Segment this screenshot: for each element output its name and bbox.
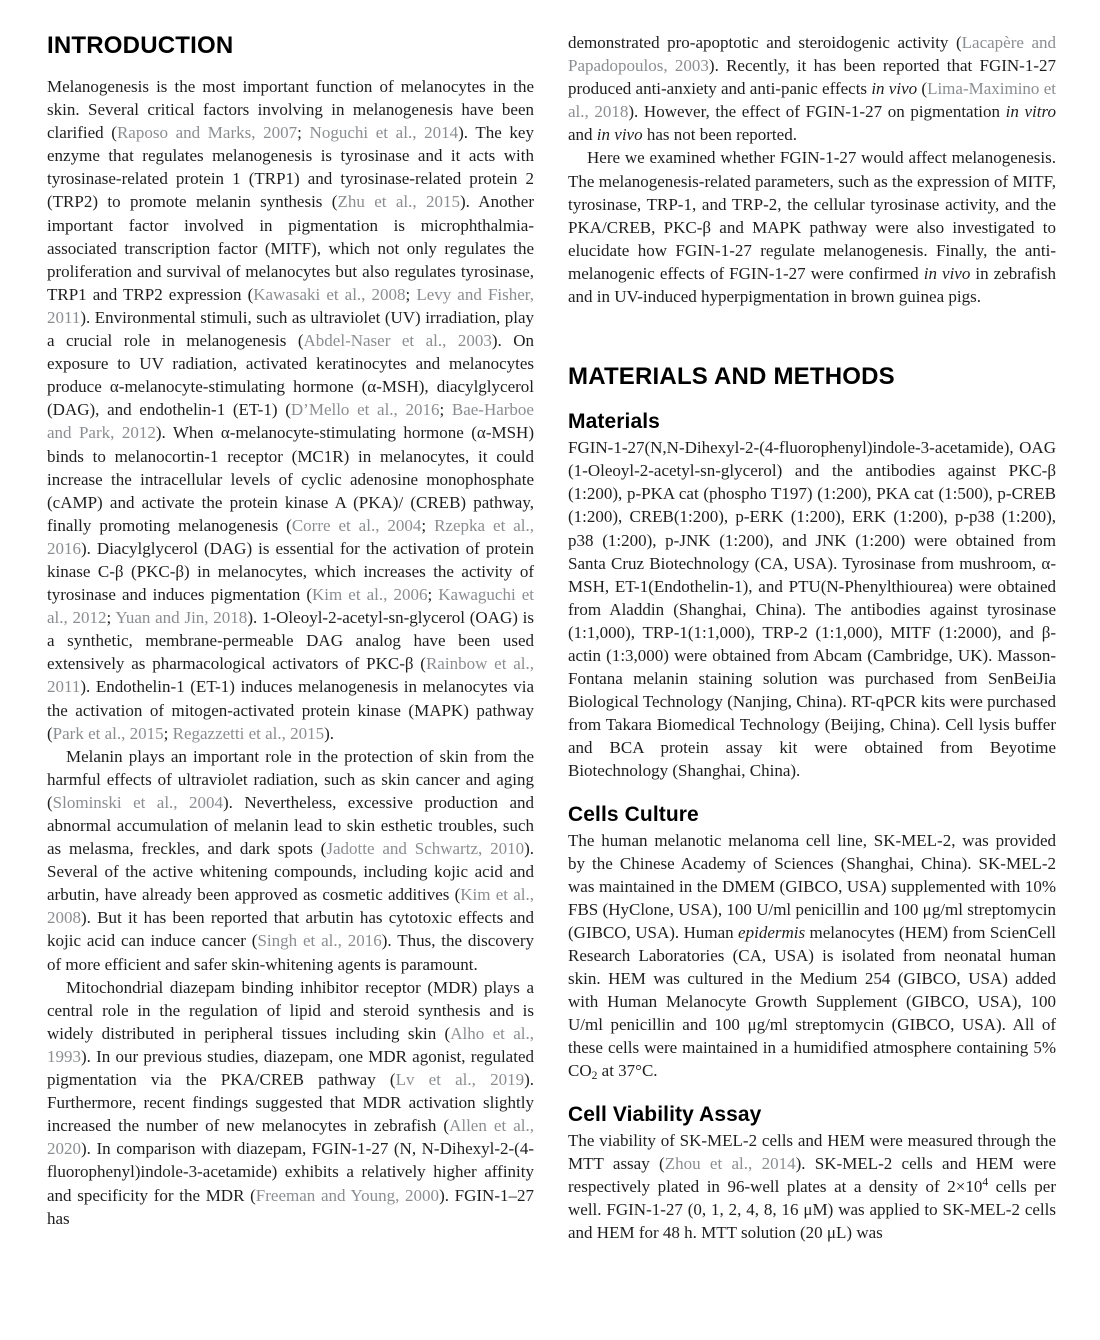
text-run: ( <box>917 79 928 99</box>
citation-link[interactable]: Rzepka et al., 2016 <box>47 515 535 558</box>
citation-link[interactable]: Regazzetti et al., 2015 <box>172 723 325 743</box>
citation-link[interactable]: Noguchi et al., 2014 <box>309 123 459 143</box>
italic-text: in vivo <box>923 263 971 283</box>
citation-link[interactable]: Levy and Fisher, 2011 <box>47 284 534 327</box>
text-run: ). But it has been reported that arbutin has cytotoxic effects and kojic acid can induce cancer ( <box>47 908 534 951</box>
text-run: has not been reported. <box>642 125 797 145</box>
superscript-text: 4 <box>982 1175 989 1189</box>
paragraph <box>568 31 1056 146</box>
citation-link[interactable]: Lv et al., 2019 <box>395 1070 525 1090</box>
text-run: at 37°C. <box>597 1061 658 1081</box>
text-run: Melanogenesis is the most important function of melanocytes in the skin. Several critical factors involving in melanogenesis have been clarified ( <box>47 77 534 143</box>
citation-link[interactable]: Yuan and Jin, 2018 <box>115 608 248 628</box>
text-run: cells per well. FGIN-1-27 (0, 1, 2, 4, 8, 16 μM) was applied to SK-MEL-2 cells and HEM for 48 h. MTT solution (20 μL) was <box>568 1176 1057 1242</box>
text-run: ; <box>297 123 310 143</box>
text-run: Here we examined whether FGIN-1-27 would affect melanogenesis. The melanogenesis-related parameters, such as the expression of MITF, tyrosinase, TRP-1, and TRP-2, the cellular tyrosinase activity, and the PKA/CREB, PKC-β and MAPK pathway were also investigated to elucidate how FGIN-1-27 regulate melanogenesis. Finally, the anti-melanogenic effects of FGIN-1-27 were confirmed <box>568 148 1056 283</box>
left-column <box>47 31 534 1340</box>
italic-text: in vitro <box>1005 102 1056 122</box>
text-run: ). Thus, the discovery of more efficient and safer skin-whitening agents is paramount. <box>47 931 534 974</box>
text-run: Mitochondrial diazepam binding inhibitor receptor (MDR) plays a central role in the regulation of lipid and steroid synthesis and is widely distributed in peripheral tissues including skin ( <box>47 977 534 1043</box>
right-column <box>568 31 1056 1340</box>
paragraph <box>568 436 1056 782</box>
italic-text: in vivo <box>871 79 918 99</box>
subsection-heading: Cells Culture <box>568 802 699 826</box>
subsection-heading: Cell Viability Assay <box>568 1102 762 1126</box>
text-run: ). Environmental stimuli, such as ultraviolet (UV) irradiation, play a crucial role in melanogenesis ( <box>47 307 534 351</box>
text-run: ). 1-Oleoyl-2-acetyl-sn-glycerol (OAG) is a synthetic, membrane-permeable DAG analog have been used extensively as pharmacological activators of PKC-β ( <box>47 608 535 674</box>
text-run: ). Endothelin-1 (ET-1) induces melanogenesis in melanocytes via the activation of mitogen-activated protein kinase (MAPK) pathway ( <box>47 677 534 743</box>
text-run: ). SK-MEL-2 cells and HEM were respectively plated in 96-well plates at a density of 2×10 <box>568 1153 1057 1196</box>
citation-link[interactable]: Park et al., 2015 <box>52 723 164 743</box>
text-run: ). Another important factor involved in pigmentation is microphthalmia-associated transcription factor (MITF), which not only regulates the proliferation and survival of melanocytes but also regulates tyrosinase, TRP1 and TRP2 expression ( <box>47 192 535 304</box>
text-run: ). Furthermore, recent findings suggested that MDR activation slightly increased the number of new melanocytes in zebrafish ( <box>47 1070 534 1136</box>
citation-link[interactable]: Lima-Maximino et al., 2018 <box>568 79 1056 122</box>
citation-link[interactable]: Kim et al., 2006 <box>312 585 428 605</box>
text-run: ). The key enzyme that regulates melanogenesis is tyrosinase and it acts with tyrosinase-related protein 1 (TRP1) and tyrosinase-related protein 2 (TRP2) to promote melanin synthesis ( <box>47 123 534 212</box>
citation-link[interactable]: Lacapère and Papadopoulos, 2003 <box>568 33 1056 76</box>
text-run: ; <box>163 723 173 743</box>
citation-link[interactable]: Kawasaki et al., 2008 <box>253 284 406 304</box>
citation-link[interactable]: Kawaguchi et al., 2012 <box>47 585 534 628</box>
citation-link[interactable]: Bae-Harboe and Park, 2012 <box>47 400 534 443</box>
text-run: ). Nevertheless, excessive production and abnormal accumulation of melanin lead to skin esthetic troubles, such as melasma, freckles, and dark spots ( <box>47 792 535 859</box>
citation-link[interactable]: Kim et al., 2008 <box>47 885 534 928</box>
paragraph <box>47 976 534 1230</box>
paragraph <box>568 146 1056 308</box>
italic-text: in vivo <box>596 125 643 145</box>
text-run: in zebrafish and in UV-induced hyperpigmentation in brown guinea pigs. <box>568 263 1056 307</box>
text-run: The human melanotic melanoma cell line, SK-MEL-2, was provided by the Chinese Academy of Sciences (Shanghai, China). SK-MEL-2 was maintained in the DMEM (GIBCO, USA) supplemented with 10% FBS (HyClone, USA), 100 U/ml penicillin and 100 μg/ml streptomycin (GIBCO, USA). Human <box>568 830 1056 942</box>
citation-link[interactable]: Zhu et al., 2015 <box>337 192 460 212</box>
citation-link[interactable]: Zhou et al., 2014 <box>664 1153 796 1173</box>
subsection-heading: Materials <box>568 410 660 434</box>
citation-link[interactable]: Corre et al., 2004 <box>291 515 422 535</box>
section-heading: INTRODUCTION <box>47 32 234 59</box>
italic-text: epidermis <box>738 922 806 942</box>
text-run: ). When α-melanocyte-stimulating hormone (α-MSH) binds to melanocortin-1 receptor (MC1R) in melanocytes, it could increase the intracellular levels of cyclic adenosine monophosphate (cAMP) and activate the protein kinase A (PKA)/ (CREB) pathway, finally promoting melanogenesis ( <box>47 423 534 535</box>
text-run: FGIN-1-27(N,N-Dihexyl-2-(4-fluorophenyl)indole-3-acetamide), OAG (1-Oleoyl-2-acetyl-sn-glycerol) and the antibodies against PKC-β (1:200), p-PKA cat (phospho T197) (1:200), PKA cat (1:500), p-CREB (1:200), CREB(1:200), p-ERK (1:200), ERK (1:200), p-p38 (1:200), p38 (1:200), p-JNK (1:200), and JNK (1:200) were obtained from Santa Cruz Biotechnology (CA, USA). Tyrosinase from mushroom, α-MSH, ET-1(Endothelin-1), and PTU(N-Phenylthiourea) were obtained from Aladdin (Shanghai, China). The antibodies against tyrosinase (1:1,000), TRP-1(1:1,000), TRP-2 (1:1,000), MITF (1:2000), and β-actin (1:3,000) were obtained from Abcam (Cambridge, UK). Masson-Fontana melanin staining solution was purchased from SenBeiJia Biological Technology (Nanjing, China). RT-qPCR kits were purchased from Takara Biomedical Technology (Beijing, China). Cell lysis buffer and BCA protein assay kit were obtained from Beyotime Biotechnology (Shanghai, China). <box>568 438 1056 781</box>
text-run: ; <box>405 284 417 304</box>
citation-link[interactable]: Rainbow et al., 2011 <box>47 654 534 697</box>
text-run: ). Diacylglycerol (DAG) is essential for the activation of protein kinase C-β (PKC-β) in melanocytes, which increases the activity of tyrosinase and induces pigmentation ( <box>47 538 534 605</box>
text-run: The viability of SK-MEL-2 cells and HEM were measured through the MTT assay ( <box>568 1130 1056 1173</box>
text-run: ). Recently, it has been reported that FGIN-1-27 produced anti-anxiety and anti-panic effects <box>568 56 1057 99</box>
paragraph <box>568 829 1056 1083</box>
text-run: ). FGIN-1–27 has <box>47 1185 534 1228</box>
paragraph <box>568 1129 1056 1244</box>
text-run: ). Several of the active whitening compounds, including kojic acid and arbutin, have already been approved as cosmetic additives ( <box>47 839 535 905</box>
text-run: ). In comparison with diazepam, FGIN-1-27 (N, N-Dihexyl-2-(4-fluorophenyl)indole-3-acetamide) exhibits a relatively higher affinity and specificity for the MDR ( <box>47 1139 534 1205</box>
citation-link[interactable]: Slominski et al., 2004 <box>52 792 223 812</box>
text-run: ; <box>421 515 435 535</box>
subscript-text: 2 <box>591 1069 598 1083</box>
citation-link[interactable]: Allen et al., 2020 <box>47 1116 535 1159</box>
text-run: and <box>568 125 597 145</box>
paragraph <box>47 75 534 745</box>
citation-link[interactable]: Singh et al., 2016 <box>257 931 382 951</box>
text-run: melanocytes (HEM) from ScienCell Research Laboratories (CA, USA) is isolated from neonatal human skin. HEM was cultured in the Medium 254 (GIBCO, USA) added with Human Melanocyte Growth Supplement (GIBCO, USA), 100 U/ml penicillin and 100 μg/ml streptomycin (GIBCO, USA). All of these cells were maintained in a humidified atmosphere containing 5% CO <box>568 922 1056 1081</box>
citation-link[interactable]: Alho et al., 1993 <box>47 1023 534 1066</box>
text-run: ). <box>324 723 335 743</box>
text-run: demonstrated pro-apoptotic and steroidogenic activity ( <box>568 33 962 52</box>
text-run: ). In our previous studies, diazepam, one MDR agonist, regulated pigmentation via the PKA/CREB pathway ( <box>47 1046 534 1090</box>
text-run: ; <box>439 400 452 420</box>
citation-link[interactable]: Raposo and Marks, 2007 <box>116 123 298 143</box>
citation-link[interactable]: Abdel-Naser et al., 2003 <box>303 331 492 351</box>
section-heading: MATERIALS AND METHODS <box>568 363 895 391</box>
text-run: ; <box>106 608 116 628</box>
paragraph <box>47 745 534 976</box>
text-run: ; <box>427 585 439 605</box>
citation-link[interactable]: Freeman and Young, 2000 <box>255 1185 440 1205</box>
text-run: ). However, the effect of FGIN-1-27 on pigmentation <box>628 102 1006 122</box>
citation-link[interactable]: D’Mello et al., 2016 <box>290 400 440 420</box>
text-run: Melanin plays an important role in the protection of skin from the harmful effects of ultraviolet radiation, such as skin cancer and aging ( <box>47 746 534 812</box>
citation-link[interactable]: Jadotte and Schwartz, 2010 <box>326 839 525 859</box>
text-run: ). On exposure to UV radiation, activated keratinocytes and melanocytes produce α-melanocyte-stimulating hormone (α-MSH), diacylglycerol (DAG), and endothelin-1 (ET-1) ( <box>47 331 534 420</box>
